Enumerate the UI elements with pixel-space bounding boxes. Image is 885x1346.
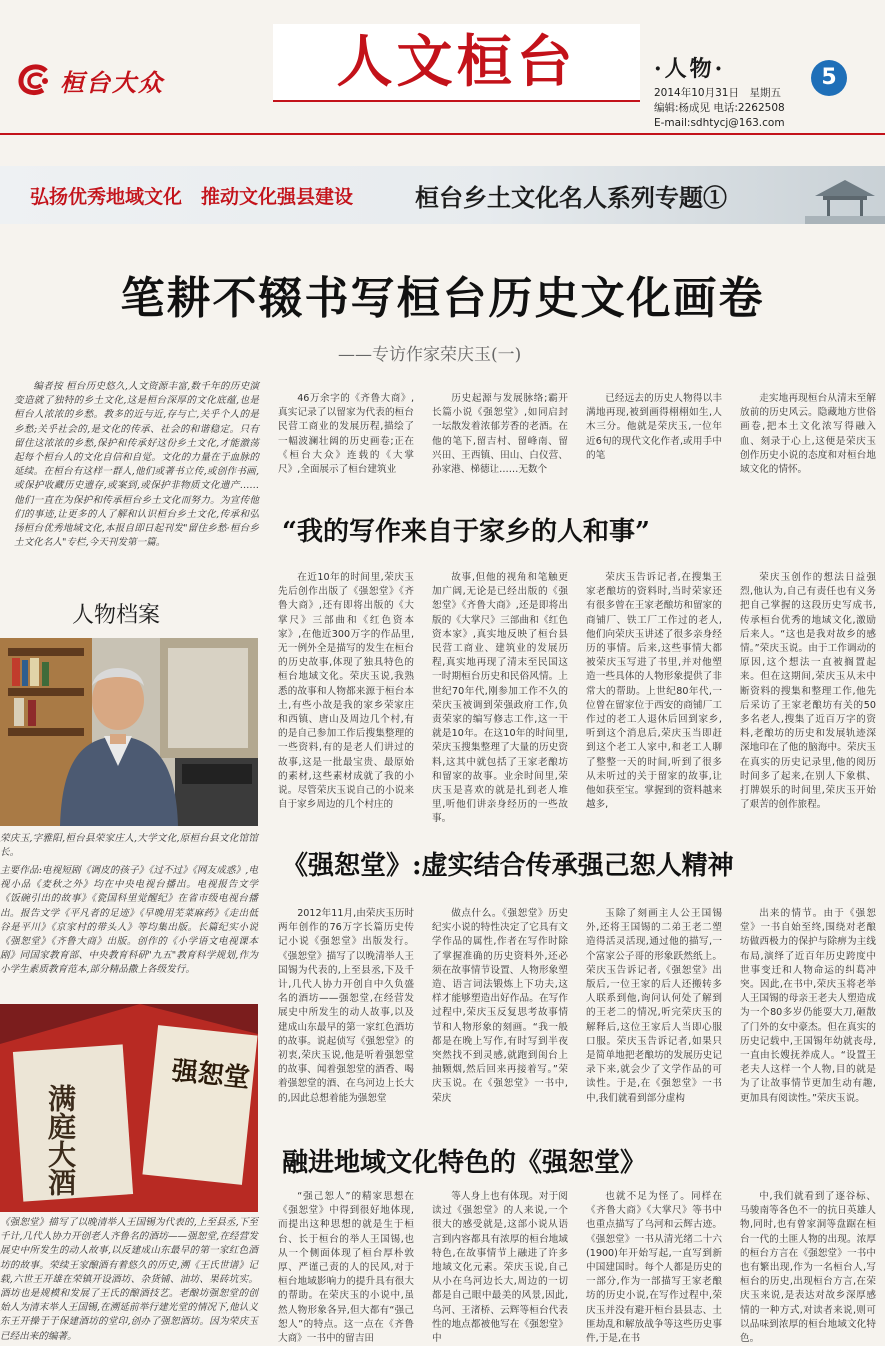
section-2-title: 《强恕堂》:虚实结合传承强己恕人精神: [282, 851, 734, 881]
logo-text: 桓台大众: [60, 67, 164, 97]
book-spine-title: 满庭大酒: [44, 1084, 77, 1196]
intro-column-1: [278, 392, 414, 504]
book-caption: [0, 1216, 258, 1342]
section-2-text-4: 出来的情节。由于《强恕堂》一书自始至终,围绕对老酿坊做西极力的保护与除痹为主线布局,演绎了近百年历史跨度中世事变迁和人物命运的纠葛冲突。因此,在书中,荣庆玉将老举人王国锡的母亲王老夫人塑造成为一个80多岁仍能耍大刀,砸散了门外的女中豪杰。但在真实的历史记载中,王国锡年幼就丧母,一直由长嫂抚养成人。“设置王老夫人这样一个人物,目的就是为了让故事情节更加生动有趣,更加具有阅读性。”荣庆玉说。: [740, 908, 876, 1104]
section-2-column-2: [432, 907, 568, 1131]
banner-series-title: 桓台乡土文化名人系列专题①: [415, 183, 727, 212]
section-3-column-4: [740, 1190, 876, 1345]
section-1-column-1: [278, 571, 414, 825]
masthead-title-box: [273, 24, 640, 102]
book-caption-text: 《强恕堂》描写了以晚清举人王国锡为代表的,上至县丞,下至千计,几代人协力开创老人齐鲁名的酒坊——强恕堂,在经营发展史中所发生的动人故事,以反建成山东最早的第一家红色酒坊的故事。荣续王家酿酒有着悠久的历史,溯《王氏世谱》记载,六世王开雄在荣镇开设酒坊、杂货铺、油坊、果砖坑实。酒坊也是规模和发展了王氏的酿酒技艺。老酿坊强恕堂的创始人为清末举人王国锡,在溯延前举行建光堂的情况下,他认义东王开操于于保建酒坊的堂印,创办了强恕酒坊。因为荣庆玉已经出来的编著。: [0, 1217, 258, 1342]
section-1-title: “我的写作来自于家乡的人和事”: [282, 517, 650, 547]
main-headline: 笔耕不辍书写桓台历史文化画卷: [120, 273, 765, 324]
issue-date: 2014年10月31日 星期五: [654, 87, 781, 99]
banner-slogan: 弘扬优秀地域文化 推动文化强县建设: [30, 186, 354, 208]
section-label: ·人物·: [654, 56, 726, 82]
section-1-column-2: [432, 571, 568, 825]
section-3-text-1: “强己恕人”的精家思想在《强恕堂》中得到很好地体现,而提出这种思想的就是生于桓台、长于桓台的举人王国锡,也从一个侧面体现了桓台厚朴敦厚、严谨己责的人的民风,对于桓台地域影响力的提升具有很大的帮助。在荣庆玉的小说中,虽然人物形象各异,但大都有“强己恕人”的特点。这一点在《齐鲁大商》一书中的留吉田: [278, 1191, 414, 1345]
book-cover-image: [0, 1004, 258, 1212]
series-banner: [0, 166, 885, 224]
issue-editor: 编辑:杨成见 电话:2262508: [654, 102, 785, 114]
intro-text-1: 46万余字的《齐鲁大商》,真实记录了以留家为代表的桓台民营工商业的发展历程,描绘了一幅波澜壮阔的历史画卷;正在《桓台大众》连载的《大掌尺》,全面展示了桓台建筑业: [278, 393, 414, 476]
section-2-column-3: [586, 907, 722, 1131]
author-works-text: 主要作品:电视短剧《调皮的孩子》《过不过》《网友成惑》,电视小品《麦秋之外》均在中央电视台播出。电视报告文学《饭碗引出的故事》《瓷国科里觉醒纪》在省市级电视台播出。报告文学《平凡者的足迹》《早晚用芜菜麻药》《走出低谷是平川》《京家村的带头人》等均集出版。长篇纪实小说《强恕堂》《齐鲁大商》出版。创作的《小学语文电视课本剧》同国家教育部、中央教育科研"九五"教育科学规划,作为小学生素质教育范本,部分精品撒上各级发行。: [0, 865, 258, 976]
intro-text-2: 历史起源与发展脉络;霸开长篇小说《强恕堂》,如同启封一坛散发着浓郁芳香的老酒。在他的笔下,留吉村、留峰南、留兴田、王西镇、田山、白仪营、孙家港、梯德让……无数个: [432, 393, 568, 476]
section-3-column-1: [278, 1190, 414, 1345]
pavilion-decoration-icon: [805, 166, 885, 224]
author-caption: [0, 832, 258, 860]
masthead-rule: [0, 133, 885, 135]
intro-column-4: [740, 392, 876, 504]
section-3-text-4: 中,我们就看到了逐谷标、马骏南等各色不一的抗日英雄人物,同时,也有曾家洞等盘踞在桓台一代的土匪人物的出现。浓厚的桓台方言在《强恕堂》一书中也有繁出现,作为一名桓台人,写桓台的历史,出现桓台方言,在荣庆玉来说,是表达对故乡深厚感情的一种方式,对读者来说,则可以品味到浓厚的桓台地域文化特色。: [740, 1191, 876, 1345]
intro-column-2: [432, 392, 568, 504]
section-1-text-2: 故事,但他的视角和笔触更加广阔,无论是已经出版的《强恕堂》《齐鲁大商》,还是即将出版的《大掌尺》三部曲和《红色资本家》,真实地反映了桓台县民营工商业、建筑业的发展历程,真实地再现了清末至民国这一时期桓台历史和民俗风情。上世纪70年代,刚参加工作不久的荣庆玉被调到荣强政府工作,负责荣家的编写修志工作,这一干就是10年。在这10年的时间里,荣庆玉搜集整理了大量的历史资料,这其中就包括了王家老酿坊和留家的故事。业余时间里,荣庆玉是喜欢的就是扎到老人堆里,听他们讲亲身经历的一些故事。: [432, 572, 568, 825]
main-subheadline: ——专访作家荣庆玉(一): [338, 345, 522, 365]
section-2-text-2: 做点什么。《强恕堂》历史纪实小说的特性决定了它具有文学作品的属性,作者在写作时除了掌握准确的历史资料外,还必须在故事情节设置、人物形象塑造、语言词法锻炼上下功夫,这样才能够塑造出好作品。在写作过程中,荣庆玉反复思考故事情节和人物形象的刻画。“我一般都是在晚上写作,有时写到半夜突然找不到灵感,就跑到闺台上抽颗烟,然后回来再接着写。”荣庆玉说。在《强恕堂》一书中,荣庆: [432, 908, 568, 1104]
section-2-column-4: [740, 907, 876, 1131]
section-2-text-1: 2012年11月,由荣庆玉历时两年创作的76万字长篇历史传记小说《强恕堂》出版发行。《强恕堂》描写了以晚清举人王国锡为代表的,上至县丞,下及千计,几代人协力开创自中久负盛名的酒坊——强恕堂,在经营发展史中所发生的动人故事,以及建成山东最早的第一家红色酒坊的故事。说起侦写《强恕堂》的初衷,荣庆玉说,他是听着强恕堂的故事、闻着强恕堂的酒香、喝着强恕堂的酒、在乌河边上长大的,因此总想着能为强恕堂: [278, 908, 414, 1104]
author-photo: [0, 638, 258, 826]
book-cover-title: 强恕堂: [170, 1055, 252, 1094]
book-photo: [0, 1004, 258, 1212]
section-1-column-4: [740, 571, 876, 825]
section-1-text-1: 在近10年的时间里,荣庆玉先后创作出版了《强恕堂》《齐鲁大商》,还有即将出版的《大掌尺》三部曲和《红色资本家》,在他近300万字的作品里,无一例外全是描写的发生在桓台的历史故事,体现了独具特色的桓台地域文化。荣庆玉说,我熟悉的故事和人物都来源于桓台本土,有些小故是我的家乡荣家庄和西镇、唐山及周边几个村,有的是自己参加工作后搜集整理的一些资料,有的是老人们讲过的故事,这是一批最宝贵、最原始的素材,这些素材成就了我的小说。尽管荣庆玉说自己的小说来自于家乡周边的几个村庄的: [278, 572, 414, 811]
section-3-text-2: 等人身上也有体现。对于阅读过《强恕堂》的人来说,一个很大的感受就是,这部小说从语言到内容都具有浓厚的桓台地域特色,在故事情节上融进了许多地域文化元素。荣庆玉说,自己从小在乌河边长大,周边的一切都是自己眼中最美的风景,因此,乌河、王渚桥、云辉等桓台代表性的地点都被他写在《强恕堂》中: [432, 1191, 568, 1345]
newspaper-logo: [16, 60, 201, 100]
editor-note: [14, 380, 259, 580]
intro-text-4: 走实地再现桓台从清末至解放前的历史风云。隐藏地方世俗画卷,把本土文化浓写得融入血、刻录于心上,这便是荣庆玉创作历史小说的态度和对桓台地域文化的情怀。: [740, 393, 876, 476]
section-3-column-2: [432, 1190, 568, 1345]
section-3-title: 融进地域文化特色的《强恕堂》: [282, 1148, 647, 1178]
issue-meta: [654, 86, 785, 131]
section-3-text-3: 也就不足为怪了。同样在《齐鲁大商》《大掌尺》等书中也重点描写了乌河和云辉古迹。《强恕堂》一书从清光绪二十六(1900)年开始写起,一直写到新中国建国时。每个人都是历史的一部分,作为一部描写王家老酿坊的历史小说,在写作过程中,荣庆玉并没有避开桓台县县志、土匪劫乱和解放战争等这些历史事件,于是,在书: [586, 1191, 722, 1345]
section-2-column-1: [278, 907, 414, 1131]
page-number-badge: 5: [811, 60, 847, 96]
issue-email: E-mail:sdhtycj@163.com: [654, 117, 785, 129]
author-works: [0, 864, 258, 994]
section-2-text-3: 玉除了刻画主人公王国锡外,还将王国锡的二弟王老二塑造得活灵活现,通过他的描写,一个富家公子哥的形象跃然纸上。荣庆玉告诉记者,《强恕堂》出版后,一位王家的后人还搬转多人联系到他,询问认何处了解到的王老二的情况,听完荣庆玉的解释后,这位王家后人当即心服口服。荣庆玉告诉记者,如果只是简单地把老酿坊的发展历史记录下来,就会少了文学作品的可读性。于是,在《强恕堂》一书中,我们就看到部分虚构: [586, 908, 722, 1104]
author-portrait-image: [0, 638, 258, 826]
intro-text-3: 已经远去的历史人物得以丰满地再现,被到画得栩栩如生,人木三分。他就是荣庆玉,一位年近6旬的现代文化作者,或用手中的笔: [586, 393, 722, 461]
author-caption-text: 荣庆玉,字雅阳,桓台县荣家庄人,大学文化,原桓台县文化馆馆长。: [0, 833, 258, 859]
section-3-column-3: [586, 1190, 722, 1345]
section-1-column-3: [586, 571, 722, 825]
section-1-text-3: 荣庆玉告诉记者,在搜集王家老酿坊的资料时,当时荣家还有很多曾在王家老酿坊和留家的商铺厂、铁工厂工作过的老人,他们向荣庆玉讲述了很多亲身经历的事情。后来,这些事情大都被荣庆玉写进了书里,并对他塑造一些具体的人物形象提供了非常大的帮助。上世纪80年代,一位曾在留家位于西安的商铺厂工作过的老工人退休后回到家乡,听到这个消息后,荣庆玉当即赶到这个老工人家中,和老工人聊了整整一天的时间,听到了很多从未听过的关于留家的故事,让他如获至宝。掌握到的资料越来越多,: [586, 572, 722, 811]
newspaper-logo-icon: [16, 63, 54, 97]
editor-note-text: 编者按 桓台历史悠久,人文资源丰富,数千年的历史演变造就了独特的乡土文化,这是桓台深厚的文化底蕴,也是桓台人浓浓的乡愁。教多的近与近,存与亡,关乎个人的是乡愁;关乎社会的,是文化的传承、社会的和谐稳定。只有留住这浓浓的乡愁,保护和传承好这份乡土文化,才能激荡起每个桓台人的文化自信和自觉。文化的力量在于血脉的延续。在桓台有这样一群人,他们或著书立传,或创作书画,或保护收藏历史遗存,或案到,或保护非物质文化遗产……他们一直在为保护和传承桓台乡土文化而努力。为宣传他们的事迹,让更多的人了解和认识桓台乡土文化,传承和弘扬桓台优秀地域文化,本报自即日起刊发"留住乡愁·桓台乡土文化名人"专栏,今天刊发第一篇。: [14, 381, 259, 549]
masthead-title: 人文桓台: [336, 29, 577, 95]
intro-column-3: [586, 392, 722, 504]
section-1-text-4: 荣庆玉创作的想法日益强烈,他认为,自己有责任也有义务把自己掌握的这段历史写成书,传承桓台优秀的地域文化,激励后来人。“这也是我对故乡的感情。”荣庆玉说。由于工作调动的原因,这个想法一直被搁置起来。但在这期间,荣庆玉从未中断资料的搜集和整理工作,他先后采访了王家老酿坊有关的50多名老人,搜集了近百万字的资料,老酿坊的历史和发展轨迹深深地印在了他的脑海中。荣庆玉在真实的历史记录里,他的阅历时间多了起来,在别人下象棋、打牌娱乐的时间里,荣庆玉开始了艰苦的创作旅程。: [740, 572, 876, 811]
profile-title: 人物档案: [72, 603, 161, 628]
